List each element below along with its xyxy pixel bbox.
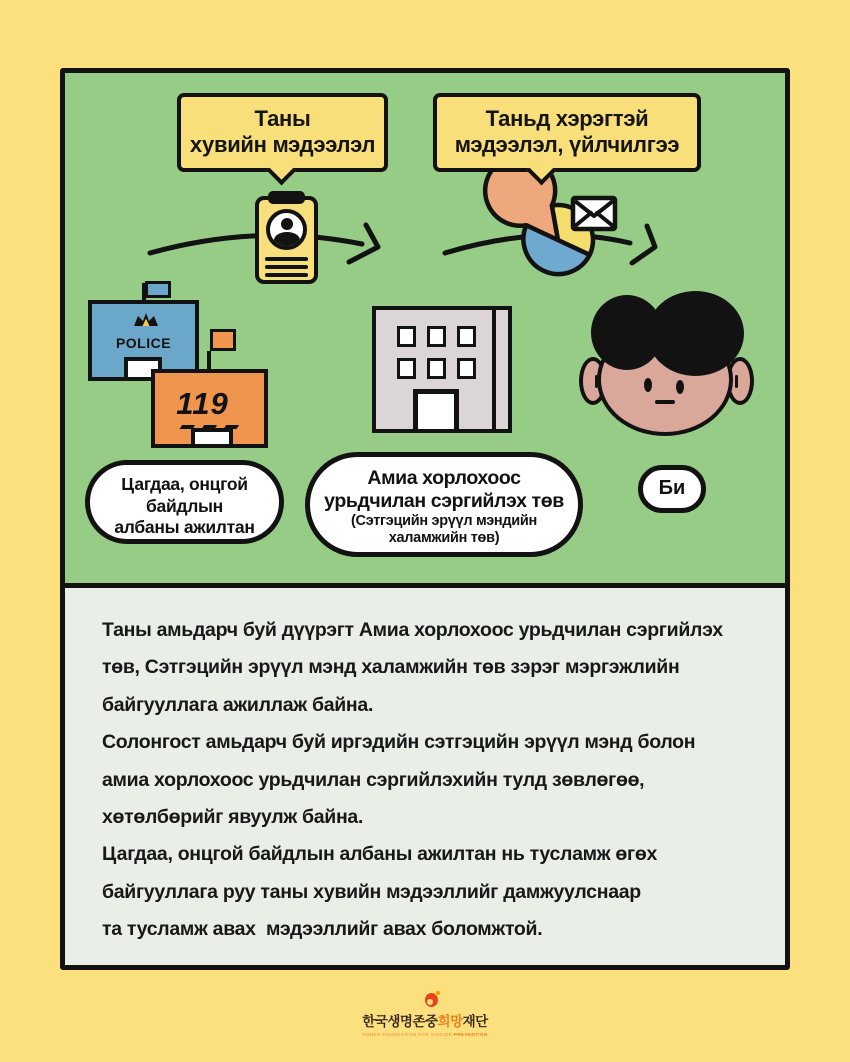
description-panel (60, 583, 790, 970)
fire-flag-pole (207, 351, 211, 370)
label-prevention-center: Амиа хорлохоос урьдчилан сэргийлэх төв (Сэтгэцийн эрүүл мэндийн халамжийн төв) (305, 452, 583, 557)
label-police-worker: Цагдаа, онцгой байдлын албаны ажилтан (85, 460, 284, 544)
fire-sign-119: 119 (176, 386, 229, 421)
illustration-panel (60, 68, 790, 588)
body-text-line: байгууллага руу таны хувийн мэдээллийг дамжуулснаар (102, 880, 641, 903)
mouth (655, 400, 675, 404)
flame-icon (425, 991, 440, 1007)
fire-door (191, 428, 233, 444)
window (397, 326, 416, 347)
body-text-line: Цагдаа, онцгой байдлын албаны ажилтан нь тусламж өгөх (102, 843, 658, 866)
window (457, 358, 476, 379)
body-text-line: амиа хорлохоос урьдчилан сэргийлэхийн тулд зөвлөгөө, (102, 768, 645, 791)
window (427, 326, 446, 347)
police-flag (145, 281, 171, 298)
envelope-icon (573, 198, 615, 229)
window (397, 358, 416, 379)
body-text-line: та тусламж авах мэдээллийг авах боломжтой. (102, 918, 543, 941)
police-sign: POLICE (115, 335, 172, 351)
body-text-line: байгууллага ажиллаж байна. (102, 693, 374, 716)
body-text-line: Солонгост амьдарч буй иргэдийн сэтгэцийн эрүүл мэнд болон (102, 731, 696, 754)
window (427, 358, 446, 379)
foundation-name: 한국생명존중희망재단 (362, 1014, 488, 1029)
foundation-logo (0, 991, 850, 1037)
fire-station-119 (151, 369, 268, 448)
building-door (413, 389, 459, 429)
fire-flag (210, 329, 236, 351)
body-text-line: төв, Сэтгэцийн эрүүл мэнд халамжийн төв зэрэг мэргэжлийн (102, 656, 680, 679)
body-text-line: хөтөлбөрийг явуулж байна. (102, 806, 364, 829)
foundation-caption: KOREA FOUNDATION FOR SUICIDE PREVENTION (362, 1032, 488, 1037)
speech-bubble-needed-info: Таньд хэрэгтэй мэдээлэл, үйлчилгээ (433, 93, 701, 172)
hair (647, 291, 744, 376)
speech-bubble-personal-info: Таны хувийн мэдээлэл (177, 93, 388, 172)
building-column-line (492, 310, 496, 429)
prevention-center-building (372, 306, 512, 433)
police-badge-icon (133, 312, 159, 328)
left-eye (644, 378, 652, 392)
body-text-line: Таны амьдарч буй дүүрэгт Амиа хорлохоос урьдчилан сэргийлэх (102, 619, 723, 641)
right-eye (676, 380, 684, 394)
label-me: Би (638, 465, 706, 513)
window (457, 326, 476, 347)
